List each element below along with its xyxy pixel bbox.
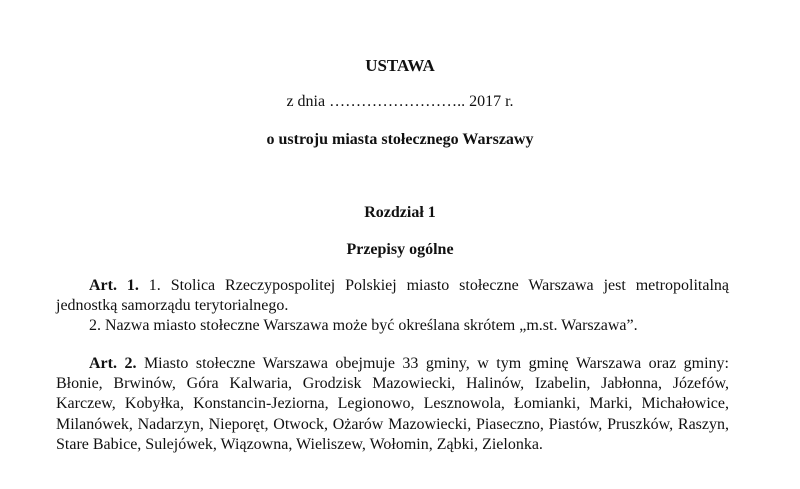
article-1-label: Art. 1.: [89, 277, 139, 294]
document-title: USTAWA: [365, 56, 435, 75]
article-2-text: Miasto stołeczne Warszawa obejmuje 33 gminy, w tym gminę Warszawa oraz gminy: Błonie, Brwinów, Góra Kalwaria, Grodzisk Mazowiecki, Halinów, Izabelin, Jabłonna, Józefów, Karczew, Kobyłka, Konstancin-Jeziorna, Legionowo, Lesznowola, Łomianki, Marki, Michałowice, Milanówek, Nadarzyn, Nieporęt, Otwock, Ożarów Mazowiecki, Piaseczno, Piastów, Pruszków, Raszyn, Stare Babice, Sulejówek, Wiązowna, Wieliszew, Wołomin, Ząbki, Zielonka.: [56, 355, 729, 453]
article-1-paragraph-2: 2. Nazwa miasto stołeczne Warszawa może być określana skrótem „m.st. Warszawa”.: [89, 317, 638, 335]
article-1: [56, 276, 729, 337]
article-1-paragraph-1: [56, 276, 729, 316]
article-1-text-1: 1. Stolica Rzeczypospolitej Polskiej miasto stołeczne Warszawa jest metropolitalną jednostką samorządu terytorialnego.: [56, 277, 729, 315]
document-date-line: z dnia …………………….. 2017 r.: [286, 93, 514, 110]
chapter-heading: Rozdział 1: [364, 204, 436, 221]
article-2: [56, 354, 729, 455]
article-2-label: Art. 2.: [89, 355, 137, 372]
chapter-title: Przepisy ogólne: [346, 241, 454, 258]
article-2-paragraph: [56, 354, 729, 455]
document-subject: o ustroju miasta stołecznego Warszawy: [266, 131, 534, 148]
